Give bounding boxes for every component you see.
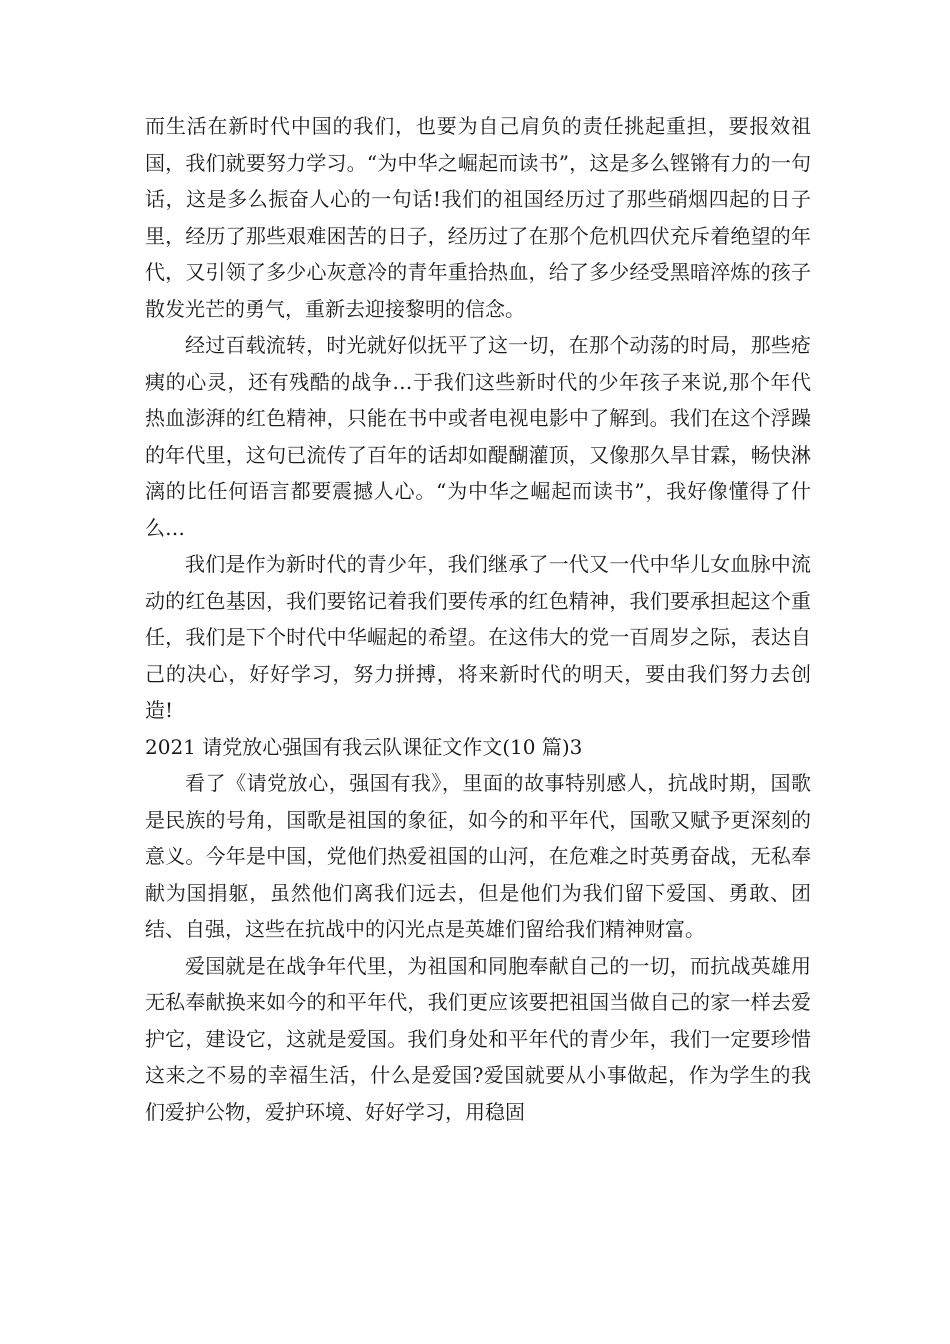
paragraph: 经过百载流转，时光就好似抚平了这一切，在那个动荡的时局，那些疮痍的心灵，还有残酷的战争…于我们这些新时代的少年孩子来说,那个年代热血澎湃的红色精神，只能在书中或者电视电影中了解到。我们在这个浮躁的年代里，这句已流传了百年的话却如醍醐灌顶，又像那久旱甘霖，畅快淋漓的比任何语言都要震撼人心。“为中华之崛起而读书”，我好像懂得了什么… [145, 333, 811, 540]
paragraph-continuation: 而生活在新时代中国的我们，也要为自己肩负的责任挑起重担，要报效祖国，我们就要努力学习。“为中华之崛起而读书”，这是多么铿锵有力的一句话，这是多么振奋人心的一句话!我们的祖国经历过了那些硝烟四起的日子里，经历了那些艰难困苦的日子，经历过了在那个危机四伏充斥着绝望的年代，又引领了多少心灰意冷的青年重拾热血，给了多少经受黑暗淬炼的孩子散发光芒的勇气，重新去迎接黎明的信念。 [145, 114, 811, 321]
document-body [145, 108, 811, 1130]
section-heading: 2021 请党放心强国有我云队课征文作文(10 篇)3 [145, 734, 583, 759]
paragraph: 爱国就是在战争年代里，为祖国和同胞奉献自己的一切，而抗战英雄用无私奉献换来如今的和平年代，我们更应该要把祖国当做自己的家一样去爱护它，建设它，这就是爱国。我们身处和平年代的青少年，我们一定要珍惜这来之不易的幸福生活，什么是爱国?爱国就要从小事做起，作为学生的我们爱护公物，爱护环境、好好学习，用稳固 [145, 953, 811, 1124]
paragraph: 我们是作为新时代的青少年，我们继承了一代又一代中华儿女血脉中流动的红色基因，我们要铭记着我们要传承的红色精神，我们要承担起这个重任，我们是下个时代中华崛起的希望。在这伟大的党一百周岁之际，表达自己的决心，好好学习，努力拼搏，将来新时代的明天，要由我们努力去创造! [145, 552, 811, 722]
paragraph: 看了《请党放心，强国有我》，里面的故事特别感人，抗战时期，国歌是民族的号角，国歌是祖国的象征，如今的和平年代，国歌又赋予更深刻的意义。今年是中国，党他们热爱祖国的山河，在危难之时英勇奋战，无私奉献为国捐躯，虽然他们离我们远去，但是他们为我们留下爱国、勇敢、团结、自强，这些在抗战中的闪光点是英雄们留给我们精神财富。 [145, 771, 811, 941]
